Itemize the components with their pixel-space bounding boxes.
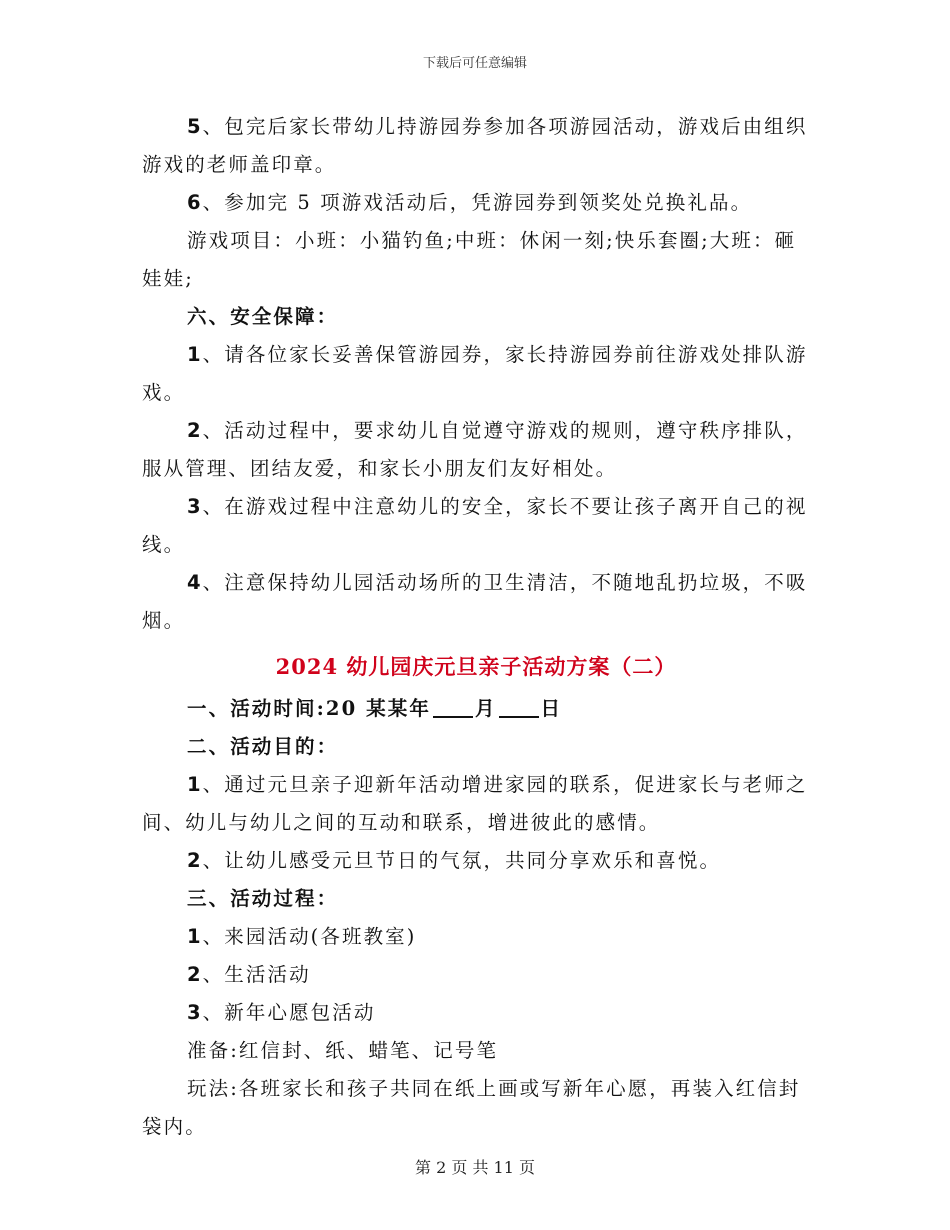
item-number: 2 xyxy=(187,419,203,442)
item-number: 1 xyxy=(187,773,203,796)
paragraph-line: 游戏项目：小班：小猫钓鱼;中班：休闲一刻;快乐套圈;大班：砸 xyxy=(187,229,797,252)
paragraph-line xyxy=(142,842,810,880)
item-text: 、包完后家长带幼儿持游园券参加各项游园活动，游戏后由组织 xyxy=(202,115,808,138)
item-text: 、参加完 5 项游戏活动后，凭游园券到领奖处兑换礼品。 xyxy=(202,191,753,214)
item-text: 、生活活动 xyxy=(202,963,311,986)
item-text: 、让幼儿感受元旦节日的气氛，共同分享欢乐和喜悦。 xyxy=(202,849,722,872)
section-heading: 二、活动目的： xyxy=(187,735,339,758)
paragraph-line xyxy=(142,412,810,450)
item-text: 、注意保持幼儿园活动场所的卫生清洁，不随地乱扔垃圾，不吸 xyxy=(202,571,808,594)
item-text: 、通过元旦亲子迎新年活动增进家园的联系，促进家长与老师之 xyxy=(202,773,808,796)
paragraph-line: 间、幼儿与幼儿之间的互动和联系，增进彼此的感情。 xyxy=(142,811,661,834)
paragraph-line xyxy=(142,108,810,146)
paragraph-line xyxy=(142,956,810,994)
item-text: 、活动过程中，要求幼儿自觉遵守游戏的规则，遵守秩序排队， xyxy=(202,419,808,442)
paragraph-line xyxy=(142,564,810,602)
item-number: 3 xyxy=(187,1001,203,1024)
item-text: 、请各位家长妥善保管游园券，家长持游园券前往游戏处排队游 xyxy=(202,343,808,366)
paragraph-line: 准备:红信封、纸、蜡笔、记号笔 xyxy=(187,1039,499,1062)
paragraph-line: 游戏的老师盖印章。 xyxy=(142,153,337,176)
item-text: 、在游戏过程中注意幼儿的安全，家长不要让孩子离开自己的视 xyxy=(202,495,808,518)
paragraph-line xyxy=(142,488,810,526)
paragraph-line: 服从管理、团结友爱，和家长小朋友们友好相处。 xyxy=(142,457,618,480)
item-number: 4 xyxy=(187,571,203,594)
paragraph-line: 娃娃; xyxy=(142,267,194,290)
paragraph-line: 线。 xyxy=(142,533,186,556)
activity-time-line xyxy=(142,690,810,728)
item-number: 2 xyxy=(187,963,203,986)
paragraph-line: 烟。 xyxy=(142,609,186,632)
paragraph-line xyxy=(142,994,810,1032)
item-number: 1 xyxy=(187,925,203,948)
day-label: 日 xyxy=(540,697,563,720)
month-blank xyxy=(433,696,473,718)
paragraph-line: 戏。 xyxy=(142,381,186,404)
paragraph-line xyxy=(142,918,810,956)
day-blank xyxy=(499,696,539,718)
section-heading: 六、安全保障： xyxy=(187,305,339,328)
item-text: 、来园活动(各班教室) xyxy=(202,925,417,948)
paragraph-line xyxy=(142,184,810,222)
item-number: 2 xyxy=(187,849,203,872)
page-footer: 第 2 页 共 11 页 xyxy=(415,1158,535,1177)
item-number: 6 xyxy=(187,191,203,214)
month-label: 月 xyxy=(474,697,497,720)
document-title: 2024 幼儿园庆元旦亲子活动方案（二） xyxy=(275,654,677,679)
item-text: 、新年心愿包活动 xyxy=(202,1001,376,1024)
item-number: 5 xyxy=(187,115,203,138)
document-body xyxy=(142,108,810,1146)
paragraph-line: 袋内。 xyxy=(142,1115,207,1138)
paragraph-line xyxy=(142,766,810,804)
section-heading: 三、活动过程： xyxy=(187,887,339,910)
item-number: 3 xyxy=(187,495,203,518)
page-header: 下载后可任意编辑 xyxy=(422,56,527,71)
time-prefix: 一、活动时间:20 某某年 xyxy=(187,697,431,720)
item-number: 1 xyxy=(187,343,203,366)
paragraph-line xyxy=(142,336,810,374)
paragraph-line: 玩法:各班家长和孩子共同在纸上画或写新年心愿，再装入红信封 xyxy=(187,1077,801,1100)
